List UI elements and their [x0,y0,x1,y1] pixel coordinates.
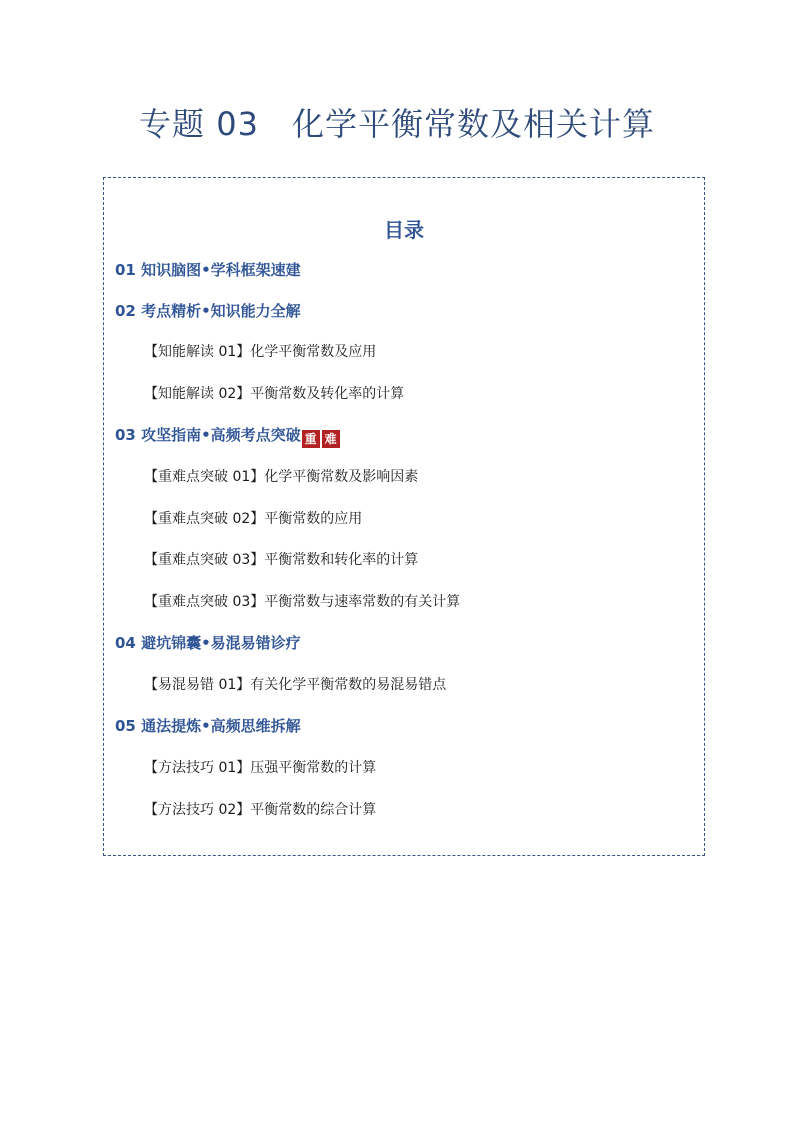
toc-heading: 目录 [384,218,424,242]
badge-nan: 难 [322,430,340,448]
toc-section-03-label: 03 攻坚指南•高频考点突破 [115,426,301,444]
toc-item-breakthrough-03[interactable]: 【重难点突破 03】平衡常数和转化率的计算 [144,552,419,568]
toc-section-04[interactable]: 04 避坑锦囊•易混易错诊疗 [115,634,301,652]
toc-item-breakthrough-03b[interactable]: 【重难点突破 03】平衡常数与速率常数的有关计算 [144,594,461,610]
toc-item-method-01[interactable]: 【方法技巧 01】压强平衡常数的计算 [144,760,377,776]
table-of-contents [103,177,705,856]
document-title: 专题 03 化学平衡常数及相关计算 [139,105,655,143]
toc-section-02[interactable]: 02 考点精析•知识能力全解 [115,302,301,320]
toc-item-pitfall-01[interactable]: 【易混易错 01】有关化学平衡常数的易混易错点 [144,677,447,693]
toc-section-01[interactable]: 01 知识脑图•学科框架速建 [115,261,301,279]
toc-section-03[interactable] [115,424,342,448]
toc-item-breakthrough-01[interactable]: 【重难点突破 01】化学平衡常数及影响因素 [144,469,419,485]
toc-item-breakthrough-02[interactable]: 【重难点突破 02】平衡常数的应用 [144,511,363,527]
toc-section-05[interactable]: 05 通法提炼•高频思维拆解 [115,717,301,735]
toc-item-knowledge-01[interactable]: 【知能解读 01】化学平衡常数及应用 [144,344,377,360]
key-difficulty-badge [302,430,342,448]
badge-zhong: 重 [302,430,320,448]
toc-item-method-02[interactable]: 【方法技巧 02】平衡常数的综合计算 [144,802,377,818]
toc-item-knowledge-02[interactable]: 【知能解读 02】平衡常数及转化率的计算 [144,386,405,402]
